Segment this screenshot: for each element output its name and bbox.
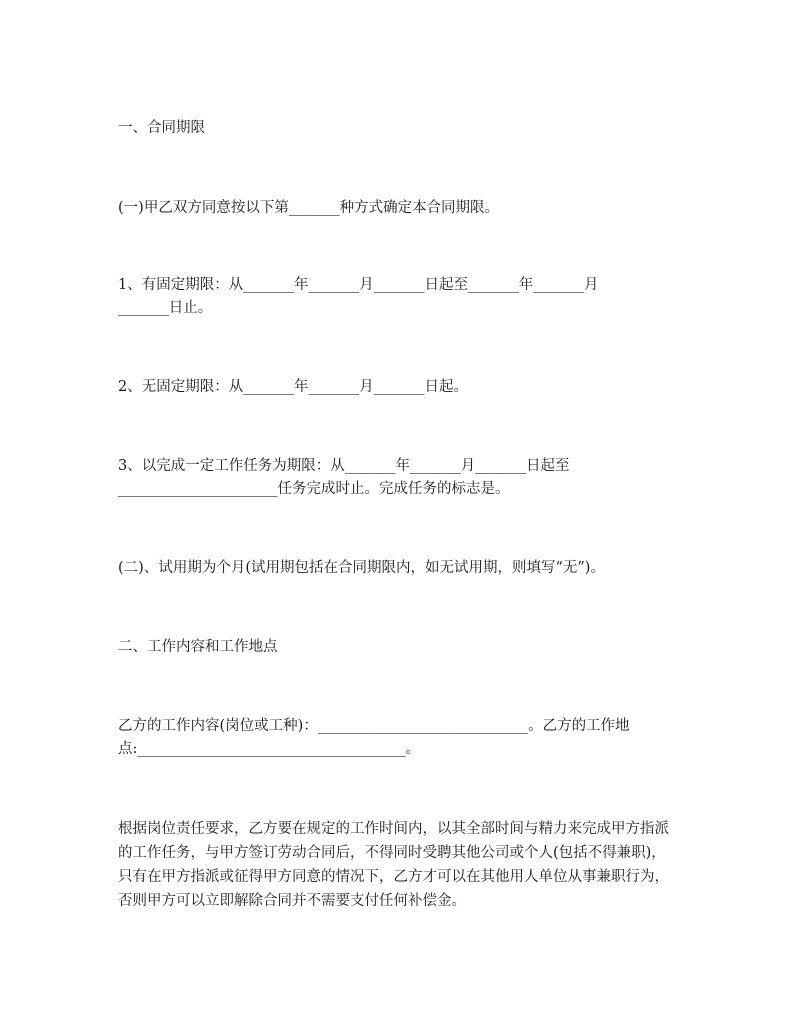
work-content-line-1: 乙方的工作内容(岗位或工种)：_____________________________。乙方的工作地 [118,718,630,734]
item-open-term: 2、无固定期限：从_______年_______月_______日起。 [118,379,468,395]
item-task-term-line-1: 3、以完成一定工作任务为期限：从_______年_______月_______日起至 [118,458,570,474]
clause-probation: (二)、试用期为个月(试用期包括在合同期限内，如无试用期，则填写“无”)。 [118,560,605,576]
item-fixed-term-line-1: 1、有固定期限：从_______年_______月_______日起至_______年_______月 [118,277,599,293]
item-task-term-line-2: ______________________任务完成时止。完成任务的标志是。 [118,481,510,497]
section-heading-contract-term: 一、合同期限 [118,120,205,136]
clause-term-method: (一)甲乙双方同意按以下第_______种方式确定本合同期限。 [118,200,500,216]
item-fixed-term-line-2: _______日止。 [118,300,213,316]
work-content-line-2: 点:_____________________________________。 [118,741,421,757]
section-heading-work-content: 二、工作内容和工作地点 [118,639,278,655]
duty-paragraph: 根据岗位责任要求，乙方要在规定的工作时间内，以其全部时间与精力来完成甲方指派的工作任务，与甲方签订劳动合同后，不得同时受聘其他公司或个人(包括不得兼职)，只有在甲方指派或征得甲方同意的情况下，乙方才可以在其他用人单位从事兼职行为，否则甲方可以立即解除合同并不需要支付任何补偿金。 [118,821,669,909]
